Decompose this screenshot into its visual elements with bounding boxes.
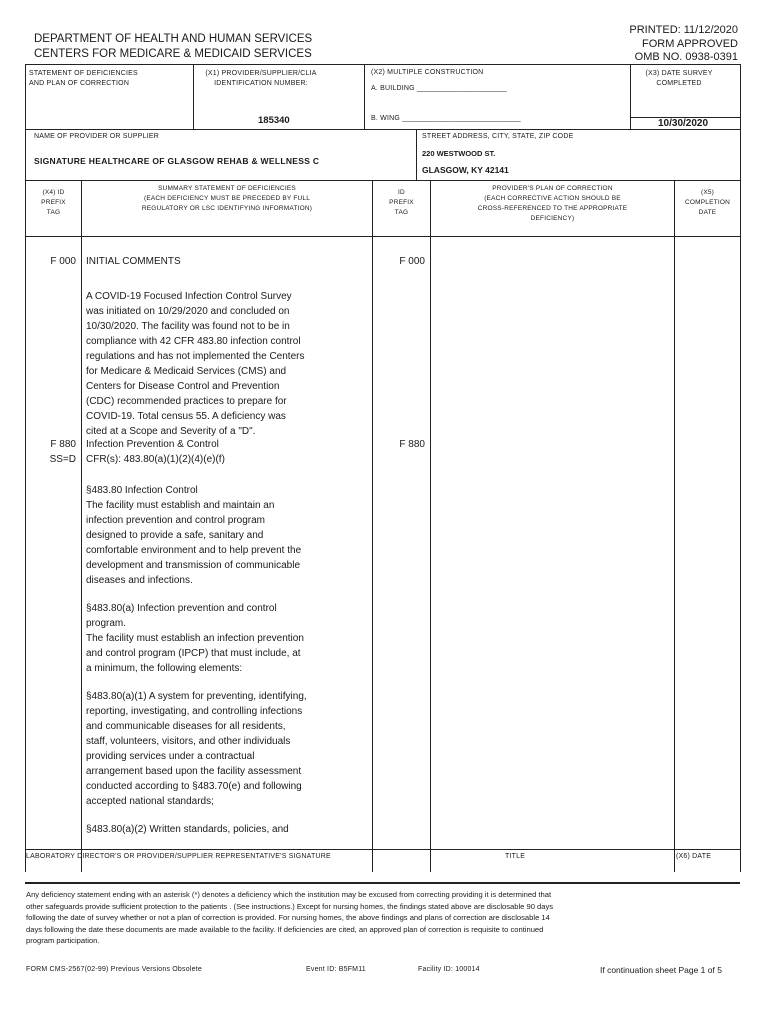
- f880-cfr: CFR(s): 483.80(a)(1)(2)(4)(e)(f): [86, 454, 225, 465]
- department-header: [34, 32, 312, 62]
- disclaimer-text: Any deficiency statement ending with an asterisk (*) denotes a deficiency which the institution may be excused from correcting providing it is determined that other safeguards provide sufficient protection to the patients . (See instructions.) Except for nursing homes, the findings stated above are disclosable 90 days following the date of survey whether or not a plan of correction is provided. For nursing homes, the above findings and plans of correction are disclosable 14 days following the date these documents are made available to the facility. If deficiencies are cited, an approved plan of correction is requisite to continued program participation.: [26, 890, 554, 945]
- provider-id-number: 185340: [258, 115, 290, 126]
- printed-date: PRINTED: 11/12/2020: [629, 24, 738, 36]
- address-label: STREET ADDRESS, CITY, STATE, ZIP CODE: [422, 133, 574, 140]
- f880-tag-right: F 880: [399, 439, 425, 450]
- regulation-paragraph-3: §483.80(a)(1) A system for preventing, identifying, reporting, investigating, and controlling infections and communicable diseases for all residents, staff, volunteers, visitors, and other individuals providing services under a contractual arrangement based upon the facility assessment conducted according to §483.70(e) and following accepted national standards;: [86, 691, 307, 807]
- survey-completed-date: 10/30/2020: [658, 118, 709, 129]
- plan-column-header: PROVIDER'S PLAN OF CORRECTION (EACH CORRECTIVE ACTION SHOULD BE CROSS-REFERENCED TO THE APPROPRIATE DEFICIENCY): [477, 185, 628, 222]
- x3-label: (X3) DATE SURVEY COMPLETED: [645, 70, 713, 87]
- regulation-paragraph-2: §483.80(a) Infection prevention and control program. The facility must establish an infection prevention and control program (IPCP) that must include, at a minimum, the following elements:: [86, 603, 304, 674]
- f880-title: Infection Prevention & Control: [86, 439, 219, 450]
- x2-label: (X2) MULTIPLE CONSTRUCTION: [371, 69, 484, 76]
- f000-narrative: A COVID-19 Focused Infection Control Survey was initiated on 10/29/2020 and concluded on 10/30/2020. The facility was found not to be in compliance with 42 CFR 483.80 infection control regulations and has not implemented the Centers for Medicare & Medicaid Services (CMS) and Centers for Disease Control and Prevention (CDC) recommended practices to prepare for COVID-19. Total census 55. A deficiency was cited at a Scope and Severity of a "D".: [86, 291, 305, 437]
- department-name: DEPARTMENT OF HEALTH AND HUMAN SERVICES: [34, 33, 313, 45]
- form-number: FORM CMS-2567(02-99) Previous Versions Obsolete: [26, 966, 202, 973]
- regulation-paragraph-1: §483.80 Infection Control The facility must establish and maintain an infection prevention and control program designed to provide a safe, sanitary and comfortable environment and to help prevent the development and transmission of communicable diseases and infections.: [86, 485, 302, 586]
- agency-name: CENTERS FOR MEDICARE & MEDICAID SERVICES: [34, 48, 312, 60]
- building-field: A. BUILDING ______________________: [371, 85, 508, 92]
- f000-tag: F 000: [50, 256, 76, 267]
- form-approved-label: FORM APPROVED: [642, 37, 738, 50]
- street-address: 220 WESTWOOD ST.: [422, 149, 496, 158]
- scope-severity: SS=D: [49, 454, 76, 465]
- x6-date-label: (X6) DATE: [676, 853, 712, 860]
- page-indicator: If continuation sheet Page 1 of 5: [600, 965, 722, 975]
- form-approval-block: [629, 24, 738, 65]
- regulation-paragraph-4: §483.80(a)(2) Written standards, policies, and: [86, 824, 289, 835]
- x4-column-header: (X4) ID PREFIX TAG: [41, 189, 66, 216]
- facility-id: Facility ID: 100014: [418, 966, 480, 973]
- provider-name: SIGNATURE HEALTHCARE OF GLASGOW REHAB & WELLNESS C: [34, 156, 320, 166]
- city-state-zip: GLASGOW, KY 42141: [422, 165, 509, 175]
- event-id: Event ID: B5FM11: [306, 966, 366, 973]
- summary-column-header: SUMMARY STATEMENT OF DEFICIENCIES (EACH DEFICIENCY MUST BE PRECEDED BY FULL REGULATORY OR LSC IDENTIFYING INFORMATION): [141, 185, 313, 212]
- omb-number: OMB NO. 0938-0391: [634, 51, 738, 63]
- f000-tag-right: F 000: [399, 256, 425, 267]
- f000-title: INITIAL COMMENTS: [86, 256, 181, 267]
- signature-label: LABORATORY DIRECTOR'S OR PROVIDER/SUPPLIER REPRESENTATIVE'S SIGNATURE: [26, 853, 331, 860]
- statement-label: STATEMENT OF DEFICIENCIES AND PLAN OF CORRECTION: [29, 70, 138, 87]
- provider-name-label: NAME OF PROVIDER OR SUPPLIER: [34, 133, 160, 140]
- id-prefix-column-header: ID PREFIX TAG: [389, 189, 414, 216]
- title-label: TITLE: [505, 853, 526, 860]
- f880-tag: F 880: [50, 439, 76, 450]
- x5-column-header: (X5) COMPLETION DATE: [685, 189, 730, 216]
- x1-label: (X1) PROVIDER/SUPPLIER/CLIA IDENTIFICATION NUMBER:: [205, 70, 317, 87]
- wing-field: B. WING _____________________________: [371, 115, 521, 122]
